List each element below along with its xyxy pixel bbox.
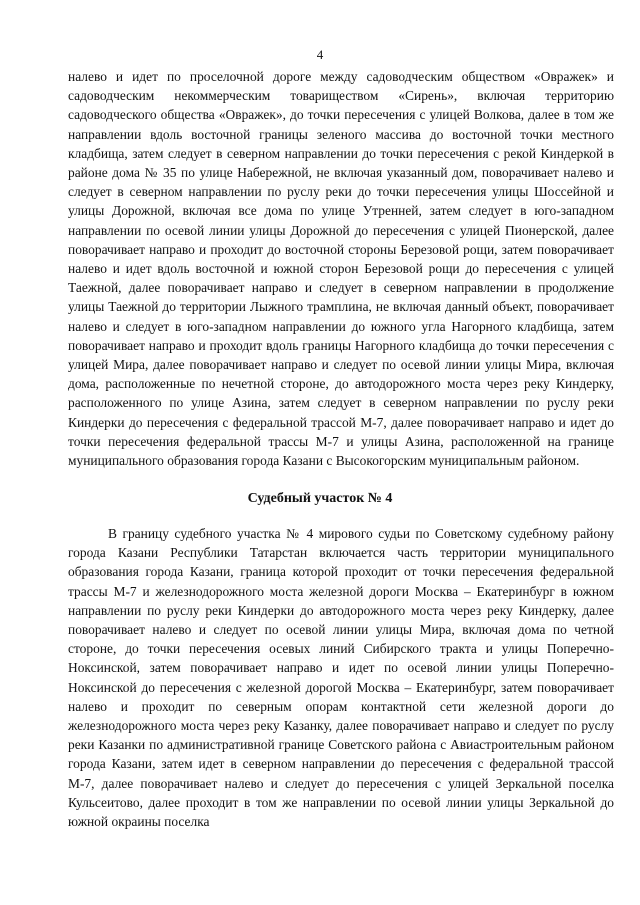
- section-heading: Судебный участок № 4: [247, 491, 393, 506]
- body-paragraph-continued: налево и идет по проселочной дороге между садоводческим обществом «Овражек» и садоводческим некоммерческим товариществом «Сирень», включая территорию садоводческого общества «Овражек», до точки пересечения с улицей Волкова, далее в том же направлении вдоль восточной границы зеленого массива до восточной точки местного кладбища, затем следует в северном направлении до точки пересечения с рекой Киндеркой в районе дома № 35 по улице Набережной, не включая указанный дом, поворачивает налево и следует в северном направлении по руслу реки до точки пересечения улицы Шоссейной и улицы Дорожной, включая все дома по улице Утренней, затем следует в юго-западном направлении по осевой линии улицы Дорожной до пересечения с улицей Пионерской, далее поворачивает направо и проходит до восточной стороны Березовой рощи, затем поворачивает налево и идет вдоль восточной и южной сторон Березовой рощи до пересечения с улицей Таежной, далее поворачивает направо и следует в северном направлении в продолжение улицы Таежной до территории Лыжного трамплина, не включая данный объект, поворачивает налево и следует в юго-западном направлении до южного угла Нагорного кладбища, затем поворачивает направо и проходит вдоль границы Нагорного кладбища до точки пересечения с улицей Мира, далее поворачивает направо и следует по осевой линии улицы Мира, включая дома, расположенные по нечетной стороне, до автодорожного моста через реку Киндерку, расположенного по улице Азина, затем следует в северном направлении по руслу реки Киндерки до пересечения с федеральной трассой М-7, далее поворачивает направо и идет до точки пересечения федеральной трассы М-7 и улицы Азина, расположенной на границе муниципального образования города Казани с Высокогорским муниципальным районом.: [68, 69, 614, 469]
- body-paragraph-section-4: В границу судебного участка № 4 мирового судьи по Советскому судебному району города Казани Республики Татарстан включается часть территории муниципального образования города Казани, граница которой проходит от точки пересечения федеральной трассы М-7 и железнодорожного моста железной дороги Москва – Екатеринбург в южном направлении по руслу реки Киндерки до автодорожного моста через реку Киндерку, далее поворачивает налево и следует по осевой линии улицы Мира, включая дома по четной стороне, до точки пересечения осевых линий Сибирского тракта и улицы Поперечно-Ноксинской, затем поворачивает направо и идет по осевой линии улицы Поперечно-Ноксинской до пересечения с железной дорогой Москва – Екатеринбург, затем поворачивает налево и проходит по северным опорам контактной сети железной дороги до железнодорожного моста через реку Казанку, далее поворачивает направо и следует по руслу реки Казанки по административной границе Советского района с Авиастроительным районом города Казани, затем идет в северном направлении до пересечения с федеральной трассой М-7, далее поворачивает налево и следует до пересечения с улицей Зеркальной поселка Кульсеитово, далее проходит в том же направлении по осевой линии улицы Зеркальной до южной окраины поселка: [68, 526, 614, 830]
- page-number: 4: [316, 47, 324, 62]
